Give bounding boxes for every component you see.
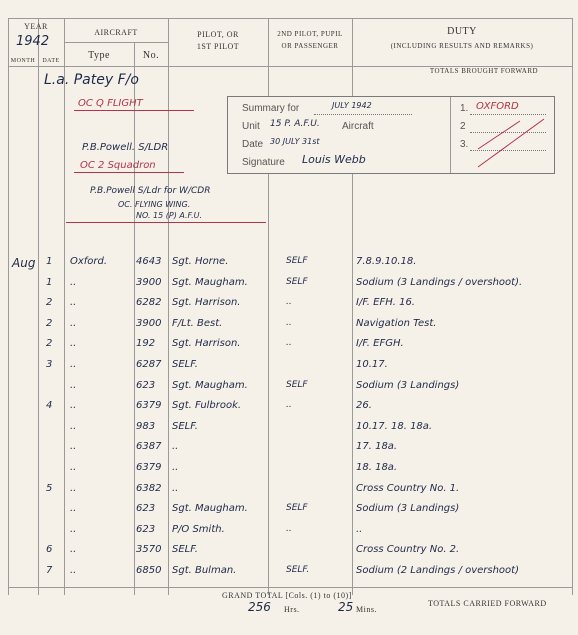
entry-aircraft-no: 983 (136, 420, 156, 432)
type1-line (470, 103, 546, 115)
signature-wing-sub2: NO. 15 (P) A.F.U. (136, 211, 203, 220)
totals-carried-forward: TOTALS CARRIED FORWARD (428, 599, 547, 608)
entry-type: .. (70, 462, 77, 473)
entry-second-pilot: .. (286, 523, 292, 534)
type2-num: 2 (460, 121, 466, 132)
entry-pilot: Sgt. Maugham. (172, 503, 248, 515)
entry-aircraft-no: 3900 (136, 276, 162, 288)
entry-pilot: F/Lt. Best. (172, 317, 223, 329)
grand-total-label: GRAND TOTAL [Cols. (1) to (10)] (222, 591, 352, 600)
table-row (0, 542, 578, 563)
table-row (0, 316, 578, 337)
type-divider (450, 97, 451, 173)
second-pilot-header: 2ND PILOT, PUPIL (277, 30, 343, 38)
entry-duty: Sodium (2 Landings / overshoot) (356, 565, 519, 576)
aircraft-header: AIRCRAFT (94, 28, 138, 37)
table-row (0, 419, 578, 440)
entry-pilot: Sgt. Harrison. (172, 297, 241, 309)
entry-second-pilot: .. (286, 317, 292, 328)
entry-aircraft-no: 623 (136, 503, 156, 515)
unit-label: Unit (242, 121, 260, 132)
strike-through-lines (474, 115, 548, 171)
entry-type: .. (70, 523, 77, 535)
red-line-3 (66, 222, 266, 223)
duty-subheader: (INCLUDING RESULTS AND REMARKS) (390, 42, 534, 50)
entry-type: .. (70, 441, 77, 453)
type3-num: 3. (460, 139, 469, 150)
entry-duty: 7.8.9.10.18. (356, 256, 417, 267)
signature-value: Louis Webb (302, 153, 366, 166)
table-row (0, 357, 578, 378)
signature-wing-sub: OC. FLYING WING. (118, 200, 191, 209)
entry-duty: I/F. EFH. 16. (356, 297, 415, 309)
red-line-1 (74, 110, 194, 111)
entry-type: .. (70, 359, 77, 370)
signature-patey-sub: OC Q FLIGHT (78, 98, 143, 109)
entry-aircraft-no: 6379 (136, 400, 162, 412)
entry-duty: I/F. EFGH. (356, 338, 404, 350)
table-row (0, 398, 578, 419)
entry-aircraft-no: 6282 (136, 297, 162, 309)
entry-pilot: .. (172, 462, 179, 473)
year-header: YEAR (24, 22, 48, 31)
entry-second-pilot: .. (286, 297, 292, 308)
entry-date: 6 (46, 544, 53, 556)
signature-powell-sub: OC 2 Squadron (80, 160, 156, 171)
entry-aircraft-no: 3570 (136, 544, 162, 556)
entry-duty: Cross Country No. 1. (356, 482, 460, 494)
entry-second-pilot: .. (286, 338, 292, 349)
aircraft-label: Aircraft (342, 121, 374, 132)
entry-second-pilot: SELF. (286, 565, 310, 575)
aircraft-split (64, 42, 168, 43)
signature-wing: P.B.Powell S/Ldr for W/CDR (90, 186, 211, 196)
entry-second-pilot: SELF (286, 256, 308, 266)
no-header: No. (142, 50, 160, 61)
table-row (0, 522, 578, 543)
table-row (0, 254, 578, 275)
table-row (0, 501, 578, 522)
entry-pilot: SELF. (172, 359, 198, 370)
entry-type: .. (70, 420, 77, 432)
entry-duty: Sodium (3 Landings) (356, 503, 460, 515)
second-pilot-header-2: OR PASSENGER (281, 42, 339, 50)
entry-aircraft-no: 192 (136, 338, 156, 350)
entry-pilot: .. (172, 441, 179, 453)
entry-aircraft-no: 6850 (136, 565, 162, 576)
red-line-2 (74, 172, 184, 173)
table-row (0, 460, 578, 481)
entry-date: 1 (46, 276, 53, 288)
duty-header: DUTY (447, 26, 477, 37)
type1-value: OXFORD (476, 101, 519, 112)
entry-pilot: SELF. (172, 420, 198, 432)
type-header: Type (88, 50, 110, 61)
entry-duty: 26. (356, 400, 372, 412)
entry-type: .. (70, 379, 77, 391)
signature-label: Signature (242, 157, 285, 168)
entry-aircraft-no: 623 (136, 379, 156, 391)
entry-type: Oxford. (70, 256, 108, 267)
entry-pilot: Sgt. Maugham. (172, 276, 248, 288)
grand-total-border (8, 587, 572, 588)
entry-date: 7 (46, 565, 53, 576)
hours-label: Hrs. (284, 605, 300, 614)
entry-second-pilot: .. (286, 400, 292, 411)
minutes-value: 25 (338, 600, 354, 614)
table-row (0, 295, 578, 316)
entry-pilot: Sgt. Harrison. (172, 338, 241, 350)
entry-date: 2 (46, 317, 53, 329)
summary-stamp (227, 96, 555, 174)
table-row (0, 275, 578, 296)
entry-duty: 10.17. (356, 359, 388, 370)
date-label: Date (242, 139, 264, 150)
entry-pilot: Sgt. Horne. (172, 256, 229, 267)
entry-pilot: .. (172, 482, 179, 494)
table-row (0, 378, 578, 399)
entry-pilot: SELF. (172, 544, 198, 556)
entry-duty: 18. 18a. (356, 462, 398, 473)
entry-pilot: Sgt. Fulbrook. (172, 400, 242, 412)
entry-type: .. (70, 565, 77, 576)
entry-date: 2 (46, 297, 53, 309)
entry-aircraft-no: 623 (136, 523, 156, 535)
entry-type: .. (70, 338, 77, 350)
entry-second-pilot: SELF (286, 503, 308, 514)
entry-aircraft-no: 4643 (136, 256, 162, 267)
date-header: DATE (42, 58, 60, 64)
entry-pilot: P/O Smith. (172, 523, 225, 535)
date-value: 30 JULY 31st (270, 137, 320, 146)
pilot-header-2: 1ST PILOT (196, 42, 240, 51)
totals-brought-forward: TOTALS BROUGHT FORWARD (429, 67, 539, 75)
entry-aircraft-no: 3900 (136, 317, 162, 329)
entry-date: 1 (46, 256, 53, 267)
summary-label: Summary for (242, 103, 300, 114)
month-header: MONTH (10, 58, 36, 64)
year-value: 1942 (16, 34, 50, 49)
unit-value: 15 P. A.F.U. (270, 119, 320, 129)
signature-patey: L.a. Patey F/o (44, 72, 139, 88)
entry-month: Aug (12, 256, 36, 270)
entry-type: .. (70, 276, 77, 288)
summary-value: JULY 1942 (332, 101, 372, 110)
entry-type: .. (70, 297, 77, 309)
pilot-header: PILOT, OR (197, 30, 239, 39)
hours-value: 256 (248, 600, 271, 614)
entry-date: 4 (46, 400, 53, 412)
entry-duty: Navigation Test. (356, 317, 437, 329)
header-top-border (8, 18, 572, 19)
entry-duty: 10.17. 18. 18a. (356, 420, 433, 432)
entry-aircraft-no: 6382 (136, 482, 162, 494)
entry-type: .. (70, 317, 77, 329)
entry-type: .. (70, 503, 77, 515)
entry-date: 5 (46, 482, 53, 494)
entry-type: .. (70, 400, 77, 412)
entry-date: 3 (46, 359, 53, 370)
entry-aircraft-no: 6287 (136, 359, 162, 370)
entry-aircraft-no: 6379 (136, 462, 162, 473)
table-row (0, 439, 578, 460)
entry-pilot: Sgt. Maugham. (172, 379, 248, 391)
entry-aircraft-no: 6387 (136, 441, 162, 453)
signature-powell: P.B.Powell. S/LDR (82, 142, 169, 153)
entry-pilot: Sgt. Bulman. (172, 565, 237, 576)
table-row (0, 481, 578, 502)
entry-type: .. (70, 482, 77, 494)
entry-date: 2 (46, 338, 53, 350)
entry-duty: .. (356, 523, 363, 535)
entry-duty: Sodium (3 Landings) (356, 379, 460, 391)
entry-duty: Sodium (3 Landings / overshoot). (356, 276, 523, 288)
entry-second-pilot: SELF (286, 379, 308, 390)
table-row (0, 563, 578, 584)
entry-type: .. (70, 544, 77, 556)
table-row (0, 336, 578, 357)
minutes-label: Mins. (356, 605, 377, 614)
type1-num: 1. (460, 103, 469, 114)
entry-duty: 17. 18a. (356, 441, 398, 453)
entry-duty: Cross Country No. 2. (356, 544, 460, 556)
entry-second-pilot: SELF (286, 276, 308, 287)
